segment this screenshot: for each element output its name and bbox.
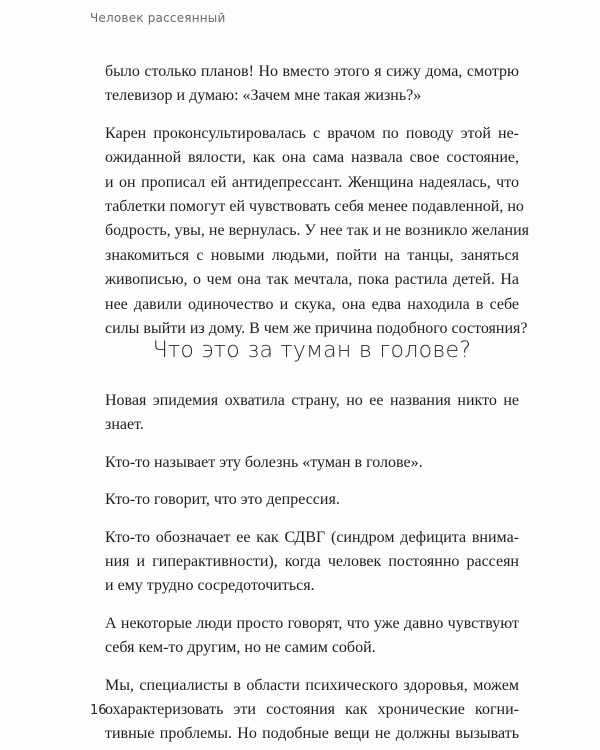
running-head: Человек рассеянный — [90, 11, 226, 25]
text-line: ожиданной вялости, как она сама назвала свое состояние, — [105, 149, 519, 167]
text-line: Новая эпидемия охватила страну, но ее названия никто не — [105, 392, 519, 409]
body-text-bottom — [105, 389, 519, 747]
text-line: А некоторые люди просто говорят, что уже давно чувствуют — [105, 614, 519, 632]
text-line: Карен проконсультировалась с врачом по поводу этой не- — [105, 124, 519, 142]
text-line: бодрость, увы, не вернулась. У нее так и не возникло желания — [105, 222, 530, 240]
text-line: охарактеризовать эти состояния как хронические когни- — [105, 701, 519, 719]
text-line: было столько планов! Но вместо этого я сижу дома, смотрю — [105, 63, 519, 80]
text-line: Кто-то говорит, что это депрессия. — [105, 491, 340, 509]
paragraph — [105, 122, 530, 342]
text-line: нее давили одиночество и скука, она едва находила в себе — [105, 295, 519, 313]
text-line: силы выйти из дому. В чем же причина подобного состояния? — [105, 320, 528, 338]
text-line: знает. — [105, 416, 144, 434]
text-line: телевизор и думаю: «Зачем мне такая жизнь?» — [105, 87, 422, 105]
text-line: Кто-то обозначает ее как СДВГ (синдром дефицита внима- — [105, 528, 519, 546]
text-line: Кто-то называет эту болезнь «туман в голове». — [105, 453, 423, 471]
page-number: 16 — [90, 703, 107, 718]
text-line: знакомиться с новыми людьми, пойти на танцы, заняться — [105, 246, 519, 264]
paragraph — [105, 526, 519, 599]
text-line: себя кем-то другим, но не самим собой. — [105, 639, 376, 657]
paragraph — [105, 451, 519, 475]
section-heading: Что это за туман в голове? — [152, 338, 472, 363]
text-line: живописью, о чем она так мечтала, пока растила детей. На — [105, 271, 519, 289]
paragraph — [105, 389, 519, 438]
text-line: таблетки помогут ей чувствовать себя менее подавленной, но — [105, 198, 524, 216]
paragraph — [105, 674, 519, 747]
paragraph — [105, 612, 519, 661]
text-line: ния и гиперактивности), когда человек постоянно рассеян — [105, 553, 519, 571]
text-line: и ему трудно сосредоточиться. — [105, 577, 315, 595]
text-line: тивные проблемы. Но подобные вещи не должны вызывать — [105, 725, 519, 743]
paragraph — [105, 60, 519, 109]
paragraph — [105, 488, 519, 512]
text-line: Мы, специалисты в области психического здоровья, можем — [105, 676, 519, 694]
text-line: и он прописал ей антидепрессант. Женщина надеялась, что — [105, 173, 519, 191]
body-text-top — [105, 60, 530, 341]
